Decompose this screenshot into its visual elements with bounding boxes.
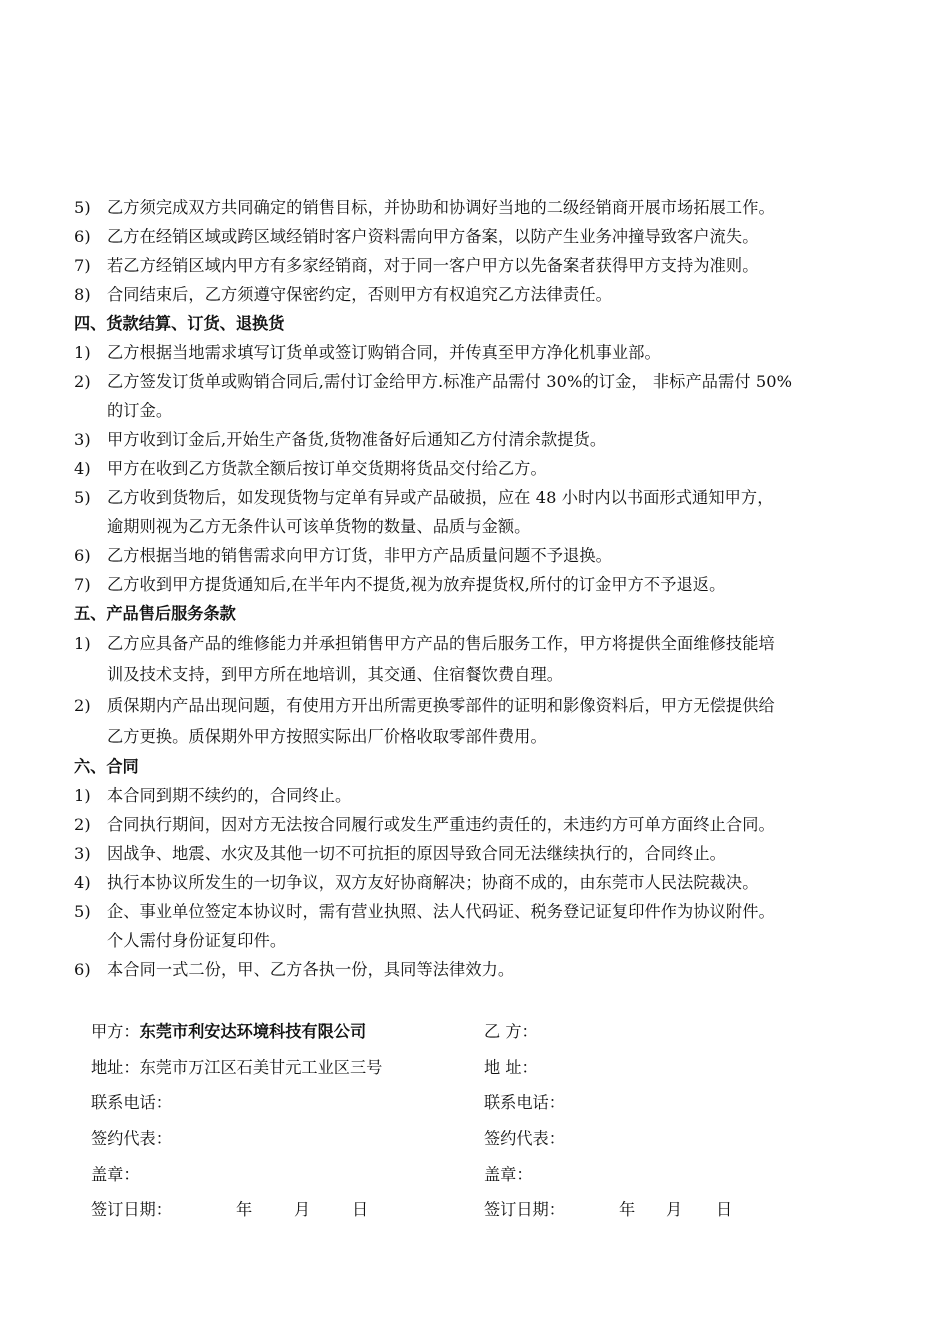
seal-row: [0, 1161, 950, 1197]
item-text: 企、事业单位签定本协议时，需有营业执照、法人代码证、税务登记证复印件作为协议附件。: [107, 902, 775, 921]
item-number: 4): [74, 459, 91, 478]
rep-a-label: 签约代表：: [91, 1129, 172, 1149]
item-text: 执行本协议所发生的一切争议，双方友好协商解决；协商不成的，由东莞市人民法院裁决。: [107, 873, 759, 892]
item-text: 乙方签发订货单或购销合同后,需付订金给甲方.标准产品需付 30%的订金， 非标产品需付 50%: [107, 372, 793, 391]
party-a: [91, 1018, 366, 1042]
item-text-continued: 个人需付身份证复印件。: [107, 931, 287, 950]
contract-body: [74, 193, 892, 984]
section-heading-payment: 四、货款结算、订货、退换货: [74, 314, 285, 333]
address-a-value: 东莞市万江区石美甘元工业区三号: [139, 1057, 383, 1077]
date-b-day: 日: [716, 1200, 733, 1220]
item-text-continued: 的订金。: [107, 401, 173, 420]
item-text: 甲方在收到乙方货款全额后按订单交货期将货品交付给乙方。: [107, 459, 547, 478]
list-item: [74, 868, 892, 897]
date-a-month: 月: [294, 1200, 311, 1220]
date-a-year: 年: [236, 1200, 253, 1220]
party-a-name: 东莞市利安达环境科技有限公司: [139, 1022, 367, 1041]
item-number: 3): [74, 844, 91, 863]
list-item: [74, 367, 892, 425]
item-number: 7): [74, 256, 91, 275]
item-number: 1): [74, 634, 91, 653]
list-item: [74, 425, 892, 454]
rep-b-label: 签约代表：: [484, 1129, 565, 1149]
item-text-continued: 训及技术支持，到甲方所在地培训，其交通、住宿餐饮费自理。: [107, 665, 564, 684]
address-row: [0, 1054, 950, 1090]
seal-b-label: 盖章：: [484, 1164, 533, 1184]
item-text: 乙方应具备产品的维修能力并承担销售甲方产品的售后服务工作，甲方将提供全面维修技能培: [107, 634, 775, 653]
item-text: 乙方根据当地需求填写订货单或签订购销合同，并传真至甲方净化机事业部。: [107, 343, 661, 362]
list-item: [74, 483, 892, 541]
item-text: 乙方收到货物后，如发现货物与定单有异或产品破损，应在 48 小时内以书面形式通知甲方，: [107, 488, 774, 507]
list-item: [74, 810, 892, 839]
list-item: [74, 690, 892, 752]
list-item: [74, 897, 892, 955]
date-b-label: 签订日期：: [484, 1200, 565, 1220]
list-item: [74, 541, 892, 570]
phone-a-label: 联系电话：: [91, 1093, 172, 1113]
item-number: 6): [74, 960, 91, 979]
item-text: 乙方须完成双方共同确定的销售目标，并协助和协调好当地的二级经销商开展市场拓展工作。: [107, 198, 775, 217]
date-a: [91, 1196, 368, 1220]
list-item: [74, 781, 892, 810]
item-number: 5): [74, 198, 91, 217]
date-row: [0, 1196, 950, 1232]
party-a-label: 甲方：: [91, 1022, 140, 1041]
address-b-label: 地 址：: [484, 1057, 538, 1077]
party-b-label: 乙 方：: [484, 1022, 538, 1041]
date-b-year: 年: [619, 1200, 636, 1220]
item-text: 乙方根据当地的销售需求向甲方订货，非甲方产品质量问题不予退换。: [107, 546, 612, 565]
list-item: [74, 251, 892, 280]
list-item: [74, 454, 892, 483]
item-number: 5): [74, 902, 91, 921]
item-number: 1): [74, 343, 91, 362]
item-number: 6): [74, 227, 91, 246]
item-number: 5): [74, 488, 91, 507]
list-item: [74, 955, 892, 984]
item-number: 1): [74, 786, 91, 805]
item-number: 2): [74, 696, 91, 715]
item-number: 2): [74, 372, 91, 391]
item-text: 乙方收到甲方提货通知后,在半年内不提货,视为放弃提货权,所付的订金甲方不予退返。: [107, 575, 726, 594]
representative-row: [0, 1125, 950, 1161]
date-a-day: 日: [352, 1200, 369, 1220]
phone-row: [0, 1089, 950, 1125]
item-text: 合同执行期间，因对方无法按合同履行或发生严重违约责任的，未违约方可单方面终止合同。: [107, 815, 775, 834]
date-b-month: 月: [666, 1200, 683, 1220]
list-item: [74, 222, 892, 251]
item-text: 乙方在经销区域或跨区域经销时客户资料需向甲方备案，以防产生业务冲撞导致客户流失。: [107, 227, 759, 246]
section-heading-after-sales: 五、产品售后服务条款: [74, 604, 236, 623]
date-a-label: 签订日期：: [91, 1200, 172, 1220]
item-number: 4): [74, 873, 91, 892]
address-a: [91, 1054, 382, 1078]
list-item: [74, 570, 892, 599]
item-number: 8): [74, 285, 91, 304]
item-text-continued: 逾期则视为乙方无条件认可该单货物的数量、品质与金额。: [107, 517, 531, 536]
address-b: [484, 1054, 538, 1078]
address-a-label: 地址：: [91, 1057, 140, 1077]
section-heading-contract: 六、合同: [74, 757, 139, 776]
party-b: [484, 1018, 538, 1042]
party-row: [0, 1018, 950, 1054]
item-number: 3): [74, 430, 91, 449]
item-text-continued: 乙方更换。质保期外甲方按照实际出厂价格收取零部件费用。: [107, 727, 547, 746]
item-text: 因战争、地震、水灾及其他一切不可抗拒的原因导致合同无法继续执行的，合同终止。: [107, 844, 726, 863]
phone-b-label: 联系电话：: [484, 1093, 565, 1113]
list-item: [74, 839, 892, 868]
item-text: 合同结束后，乙方须遵守保密约定，否则甲方有权追究乙方法律责任。: [107, 285, 612, 304]
item-text: 本合同到期不续约的，合同终止。: [107, 786, 352, 805]
item-text: 甲方收到订金后,开始生产备货,货物准备好后通知乙方付清余款提货。: [107, 430, 607, 449]
list-item: [74, 193, 892, 222]
signature-block: [0, 1018, 950, 1232]
item-text: 若乙方经销区域内甲方有多家经销商，对于同一客户甲方以先备案者获得甲方支持为准则。: [107, 256, 759, 275]
item-number: 6): [74, 546, 91, 565]
list-item: [74, 280, 892, 309]
item-number: 7): [74, 575, 91, 594]
item-text: 本合同一式二份，甲、乙方各执一份，具同等法律效力。: [107, 960, 515, 979]
list-item: [74, 628, 892, 690]
date-b: [484, 1196, 732, 1220]
item-number: 2): [74, 815, 91, 834]
seal-a-label: 盖章：: [91, 1164, 140, 1184]
item-text: 质保期内产品出现问题，有使用方开出所需更换零部件的证明和影像资料后，甲方无偿提供给: [107, 696, 775, 715]
list-item: [74, 338, 892, 367]
